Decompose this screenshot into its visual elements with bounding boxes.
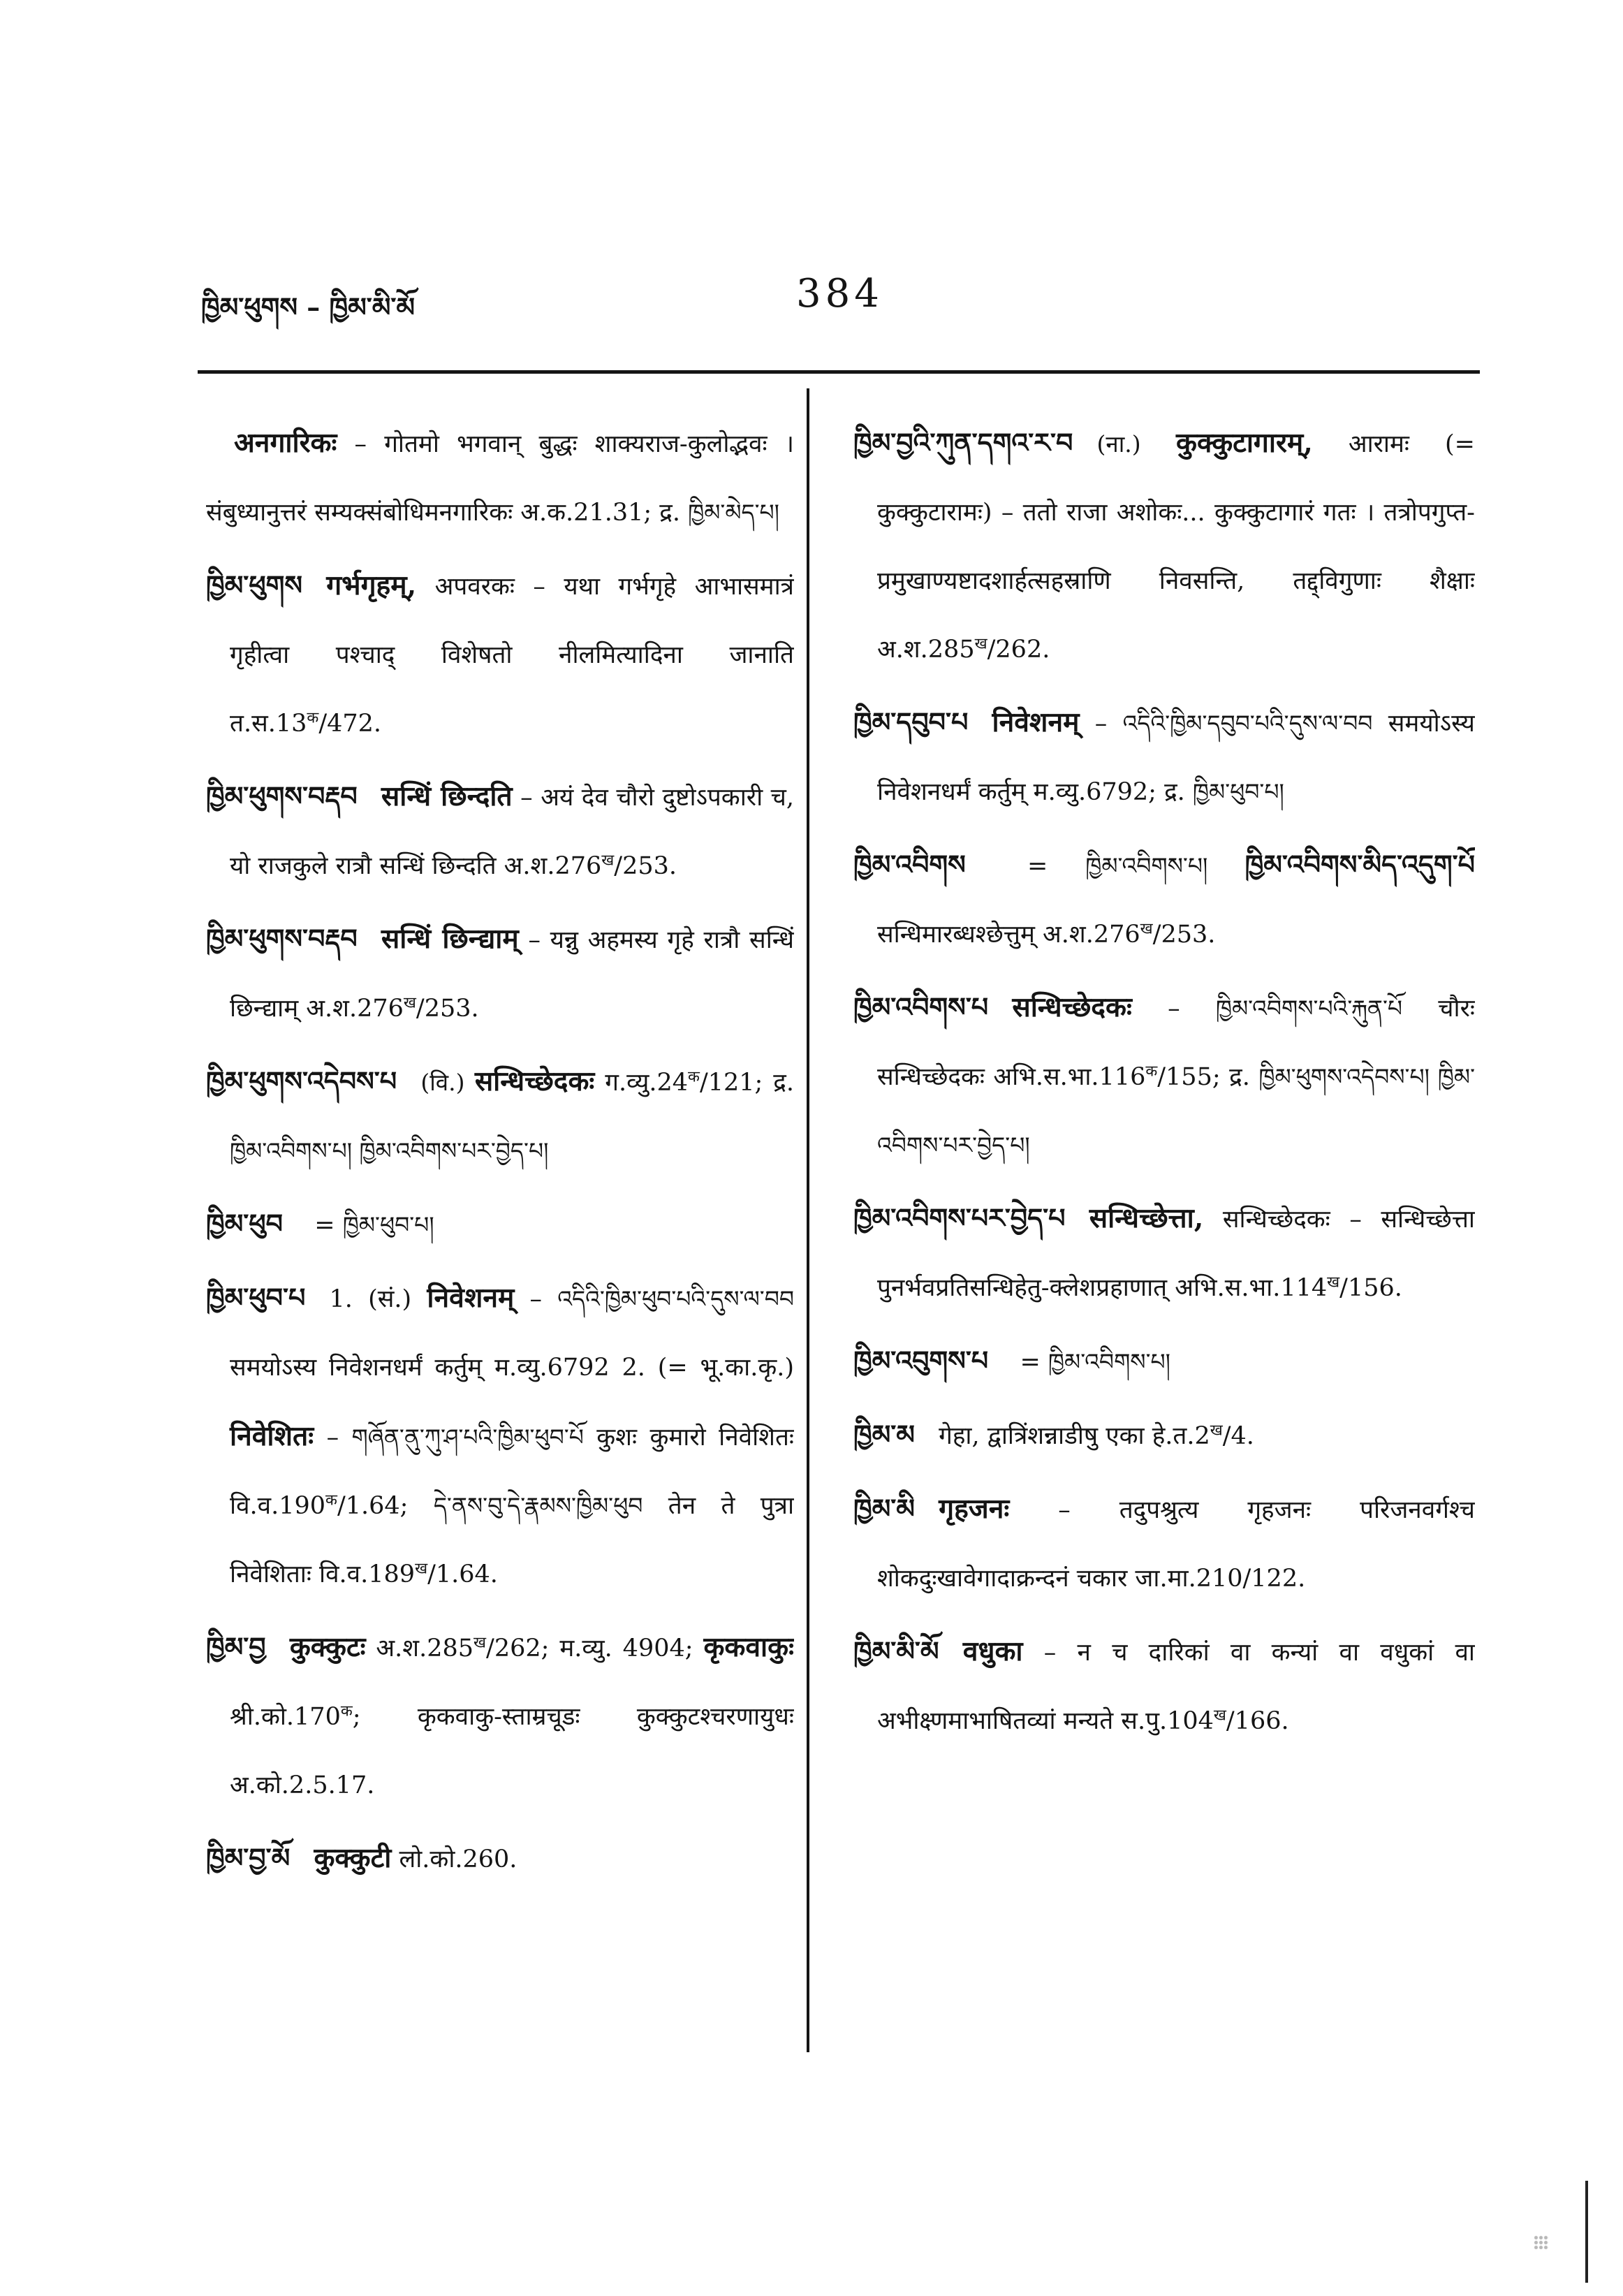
reference-superscript: ख bbox=[601, 851, 615, 870]
headword: ཁྱིམ་ཕུགས bbox=[206, 569, 303, 601]
tibetan-text: དེ་ནས་བུ་དེ་རྣམས་ཁྱིམ་ཕུབ bbox=[433, 1492, 643, 1519]
definition-text: /262. bbox=[987, 636, 1050, 664]
definition-text: तेन ते पुत्रा निवेशिताः वि.व.189 bbox=[230, 1492, 794, 1588]
definition-text: समयोऽस्य निवेशनधर्मं कर्तुम् म.व्यु.6792; द्र. bbox=[877, 710, 1475, 806]
definition-text: /4. bbox=[1222, 1422, 1254, 1450]
definition-text: लो.को.260. bbox=[391, 1845, 517, 1873]
headword: ཁྱིམ་མ bbox=[853, 1419, 915, 1450]
sanskrit-equivalent: कुक्कुटः bbox=[289, 1631, 366, 1663]
definition-text: – bbox=[314, 1424, 352, 1452]
headword: ཁྱིམ་འབིགས་པ bbox=[853, 991, 989, 1023]
definition-text: = bbox=[1012, 1348, 1048, 1376]
dictionary-entry bbox=[853, 1475, 1475, 1613]
reference-superscript: क bbox=[340, 1702, 353, 1720]
scan-speckles bbox=[1534, 2235, 1549, 2249]
tibetan-text: གཞོན་ནུ་ཀུ་ཤ་པའི་ཁྱིམ་ཕུབ་པོ bbox=[351, 1424, 584, 1451]
headword: ཁྱིམ་ཕུབ bbox=[206, 1208, 283, 1239]
dictionary-entry bbox=[206, 1264, 794, 1609]
page-number: 384 bbox=[796, 271, 883, 316]
dictionary-entry bbox=[206, 1824, 794, 1894]
definition-text: /472. bbox=[318, 710, 382, 738]
dictionary-entry bbox=[853, 1401, 1475, 1470]
reference-superscript: क bbox=[688, 1068, 700, 1086]
sanskrit-equivalent: सन्धिं छिन्दति bbox=[381, 780, 513, 812]
right-column bbox=[853, 409, 1475, 2064]
sanskrit-equivalent: अनगारिकः bbox=[234, 427, 337, 459]
tibetan-text: ཁྱིམ་ཕུབ་པ། bbox=[1192, 778, 1284, 805]
grammar-label: (ना.) bbox=[1096, 430, 1176, 458]
definition-text: /1.64; bbox=[337, 1492, 434, 1520]
continued-entry bbox=[206, 409, 794, 547]
definition-text: – यन्नु अहमस्य गृहे रात्रौ सन्धिं छिन्द्याम् अ.श.276 bbox=[230, 926, 794, 1023]
tibetan-text: ཁྱིམ་མེད་པ། bbox=[688, 499, 780, 526]
definition-text: चौरः सन्धिच्छेदकः अभि.स.भा.116 bbox=[877, 995, 1475, 1091]
dictionary-entry bbox=[206, 762, 794, 900]
reference-superscript: ख bbox=[1210, 1421, 1223, 1440]
headword: ཁྱིམ་བྱ bbox=[206, 1631, 266, 1662]
definition-text: आरामः (= कुक्कुटारामः) – ततो राजा अशोकः... कुक्कुटागारं गतः । तत्रोपगुप्त-प्रमुखाण्यष्टादशार्हत्सहस्राणि निवसन्ति, तद्द्विगुणाः शैक्षाः अ.श.285 bbox=[877, 430, 1475, 664]
headword: ཁྱིམ་འབིགས bbox=[853, 849, 966, 880]
sub-headword: ཁྱིམ་འབིགས་མིད་འདུག་པོ bbox=[1244, 849, 1475, 880]
reference-superscript: क bbox=[307, 709, 319, 727]
dictionary-entry bbox=[206, 551, 794, 758]
sanskrit-equivalent: सन्धिं छिन्द्याम् bbox=[381, 923, 519, 955]
headword: ཁྱིམ་ཕུགས་བརྡབ bbox=[206, 780, 358, 812]
definition-text: ; कृकवाकु-स्ताम्रचूडः कुक्कुटश्चरणायुधः अ.को.2.5.17. bbox=[230, 1703, 794, 1799]
tibetan-text: ཁྱིམ་ཕུབ་པ། bbox=[342, 1211, 434, 1238]
sanskrit-equivalent: सन्धिच्छेदकः bbox=[1012, 991, 1132, 1023]
sanskrit-equivalent: कृकवाकुः bbox=[703, 1631, 794, 1663]
reference-superscript: ख bbox=[415, 1560, 428, 1578]
definition-text: /155; द्र. bbox=[1157, 1063, 1259, 1091]
left-column bbox=[206, 409, 794, 2064]
dictionary-entry bbox=[853, 1184, 1475, 1322]
definition-text: /156. bbox=[1339, 1274, 1402, 1302]
sanskrit-equivalent: गर्भगृहम्, bbox=[326, 569, 417, 601]
sanskrit-equivalent: निवेशितः bbox=[230, 1420, 314, 1452]
dictionary-entry bbox=[853, 1617, 1475, 1755]
sanskrit-equivalent: निवेशनम् bbox=[427, 1282, 515, 1314]
definition-text: /253. bbox=[1152, 921, 1216, 949]
reference-superscript: ख bbox=[974, 635, 987, 653]
definition-text: 1. (सं.) bbox=[329, 1285, 427, 1313]
headword: ཁྱིམ་མི་མོ bbox=[853, 1635, 939, 1667]
sanskrit-equivalent: गृहजनः bbox=[939, 1493, 1010, 1525]
sanskrit-equivalent: निवेशनम् bbox=[992, 706, 1080, 738]
tibetan-text: ཁྱིམ་ཕུགས་འདེབས་པ། ཁྱིམ་འབིགས་པར་བྱེད་པ། bbox=[877, 1063, 1475, 1159]
definition-text: श्री.को.170 bbox=[230, 1703, 341, 1731]
headword: ཁྱིམ་འབུགས་པ bbox=[853, 1345, 989, 1376]
header-rule bbox=[198, 370, 1480, 374]
dictionary-entry bbox=[853, 1326, 1475, 1396]
definition-text: – अयं देव चौरो दुष्टोऽपकारी च, यो राजकुले रात्रौ सन्धिं छिन्दति अ.श.276 bbox=[230, 784, 794, 880]
definition-text: /121; द्र. bbox=[699, 1069, 794, 1097]
dictionary-entry bbox=[206, 1047, 794, 1185]
sanskrit-equivalent: कुक्कुटागारम्, bbox=[1176, 427, 1313, 459]
reference-superscript: ख bbox=[1327, 1273, 1340, 1292]
definition-text: ग.व्यु.24 bbox=[594, 1069, 689, 1097]
headword: ཁྱིམ་དབུབ་པ bbox=[853, 706, 969, 738]
dictionary-entry bbox=[853, 409, 1475, 684]
definition-text: गेहा, द्वात्रिंशन्नाडीषु एका हे.त.2 bbox=[939, 1422, 1210, 1450]
headword: ཁྱིམ་བྱ་མོ bbox=[206, 1842, 291, 1873]
sanskrit-equivalent: सन्धिच्छेदकः bbox=[474, 1065, 595, 1097]
tibetan-text: ཁྱིམ་འབིགས་པའི་རྐུན་པོ bbox=[1215, 995, 1403, 1022]
definition-text: /253. bbox=[614, 852, 677, 880]
dictionary-entry bbox=[853, 688, 1475, 826]
headword: ཁྱིམ་ཕུབ་པ bbox=[206, 1282, 306, 1313]
reference-superscript: ख bbox=[1213, 1706, 1226, 1725]
tibetan-text: འདིའི་ཁྱིམ་ཕུབ་པའི་དུས་ལ་བབ bbox=[557, 1285, 794, 1312]
tibetan-text: ཁྱིམ་འབིགས་པ། bbox=[1085, 852, 1245, 879]
definition-text: समयोऽस्य निवेशनधर्मं कर्तुम् म.व्यु.6792 2. (= भू.का.कृ.) bbox=[230, 1354, 794, 1382]
definition-text: सन्धिमारब्धश्छेत्तुम् अ.श.276 bbox=[877, 921, 1140, 949]
column-divider bbox=[807, 388, 809, 2052]
definition-text: /1.64. bbox=[427, 1560, 498, 1588]
reference-superscript: क bbox=[1145, 1062, 1158, 1081]
dictionary-entry bbox=[206, 1613, 794, 1820]
definition-text: – bbox=[514, 1285, 558, 1313]
sanskrit-equivalent: सन्धिच्छेत्ता, bbox=[1089, 1202, 1204, 1234]
reference-superscript: ख bbox=[1140, 920, 1153, 938]
dictionary-entry bbox=[206, 905, 794, 1043]
headword: ཁྱིམ་ཕུགས་བརྡབ bbox=[206, 923, 358, 954]
reference-superscript: क bbox=[325, 1491, 337, 1509]
definition-text: कुशः कुमारो निवेशितः वि.व.190 bbox=[230, 1424, 794, 1520]
definition-text: सन्धिच्छेदकः – सन्धिच्छेत्ता पुनर्भवप्रतिसन्धिहेतु-क्लेशप्रहाणात् अभि.स.भा.114 bbox=[877, 1206, 1475, 1302]
definition-text: – न च दारिकां वा कन्यां वा वधुकां वा अभीक्ष्णमाभाषितव्यां मन्यते स.पु.104 bbox=[877, 1639, 1475, 1735]
scan-edge-mark bbox=[1585, 2181, 1588, 2283]
reference-superscript: ख bbox=[473, 1634, 487, 1652]
definition-text: अ.श.285 bbox=[365, 1635, 474, 1662]
tibetan-text: ཁྱིམ་འབིགས་པ། ཁྱིམ་འབིགས་པར་བྱེད་པ། bbox=[230, 1137, 549, 1164]
definition-text: /253. bbox=[416, 995, 479, 1023]
definition-text: = bbox=[990, 852, 1086, 880]
definition-text: – bbox=[1131, 995, 1216, 1023]
sanskrit-equivalent: कुक्कुटी bbox=[314, 1842, 392, 1874]
definition-text: /262; म.व्यु. 4904; bbox=[486, 1635, 704, 1662]
definition-text: – गोतमो भगवान् बुद्धः शाक्यराज-कुलोद्भवः । संबुध्यानुत्तरं सम्यक्संबोधिमनगारिकः अ.क.21.31; द्र. bbox=[206, 430, 794, 527]
sanskrit-equivalent: वधुका bbox=[962, 1635, 1023, 1667]
headword: ཁྱིམ་འབིགས་པར་བྱེད་པ bbox=[853, 1202, 1066, 1234]
running-head: ཁྱིམ་ཕུགས – ཁྱིམ་མི་མོ bbox=[201, 291, 416, 323]
dictionary-entry bbox=[853, 973, 1475, 1180]
definition-text: अपवरकः – यथा गर्भगृहे आभासमात्रं गृहीत्वा पश्चाद् विशेषतो नीलमित्यादिना जानाति त.स.13 bbox=[230, 573, 794, 738]
headword: ཁྱིམ་བྱའི་ཀུན་དགའ་ར་བ bbox=[853, 427, 1073, 458]
definition-text: – bbox=[1079, 710, 1123, 738]
dictionary-entry bbox=[853, 831, 1475, 969]
tibetan-text: ཁྱིམ་འབིགས་པ། bbox=[1048, 1348, 1170, 1375]
headword: ཁྱིམ་མི bbox=[853, 1493, 915, 1524]
definition-text: = bbox=[307, 1211, 343, 1239]
reference-superscript: ख bbox=[403, 994, 416, 1012]
grammar-label: (वि.) bbox=[420, 1069, 475, 1096]
tibetan-text: འདིའི་ཁྱིམ་དབུབ་པའི་དུས་ལ་བབ bbox=[1122, 710, 1373, 737]
definition-text: – तदुपश्रुत्य गृहजनः परिजनवर्गश्च शोकदुःखावेगादाक्रन्दनं चकार जा.मा.210/122. bbox=[877, 1496, 1475, 1593]
definition-text: /166. bbox=[1226, 1707, 1289, 1735]
headword: ཁྱིམ་ཕུགས་འདེབས་པ bbox=[206, 1065, 397, 1097]
dictionary-entry bbox=[206, 1190, 794, 1259]
